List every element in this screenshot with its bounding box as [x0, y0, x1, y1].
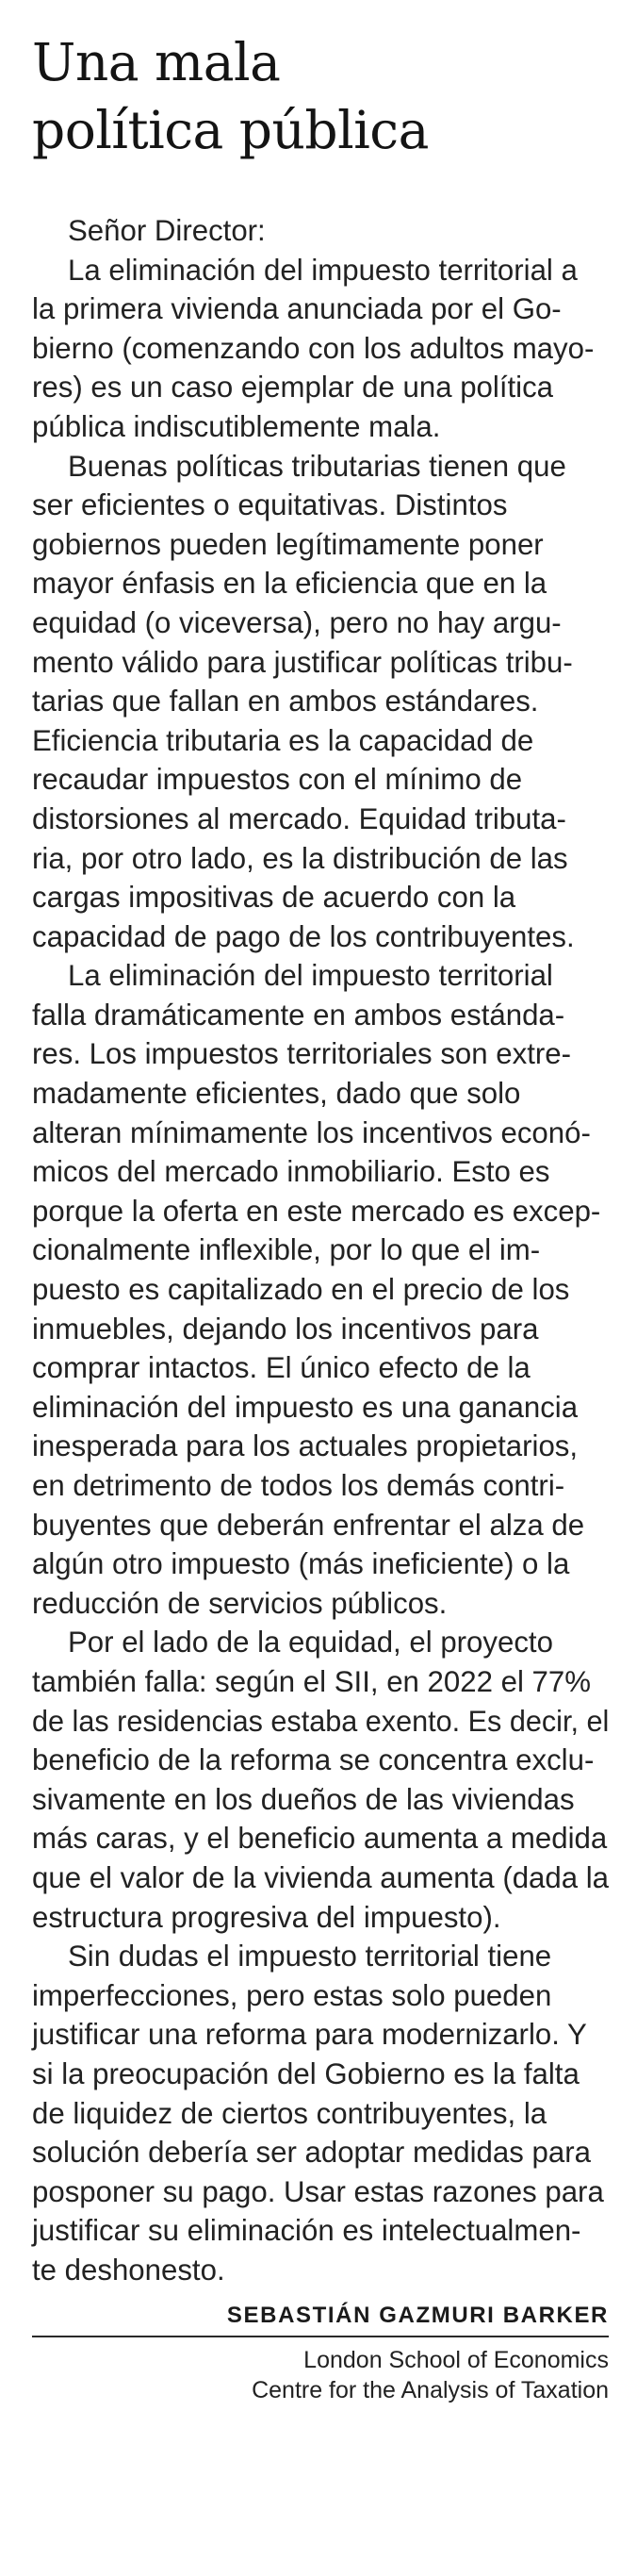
- author-signature: SEBASTIÁN GAZMURI BARKER: [32, 2303, 609, 2337]
- body-line: la primera vivienda anunciada por el Go-: [32, 292, 562, 326]
- body-line: cionalmente inflexible, por lo que el im-: [32, 1233, 541, 1267]
- body-line: mayor énfasis en la eficiencia que en la: [32, 567, 547, 601]
- letter-body: [32, 211, 609, 2289]
- body-line: falla dramáticamente en ambos estánda-: [32, 998, 565, 1032]
- body-line: recaudar impuestos con el mínimo de: [32, 763, 523, 797]
- body-line: madamente eficientes, dado que solo: [32, 1077, 521, 1111]
- body-line: ria, por otro lado, es la distribución de las: [32, 841, 568, 875]
- body-line: tarias que fallan en ambos estándares.: [32, 685, 539, 718]
- salutation: Señor Director:: [68, 214, 266, 247]
- body-line: beneficio de la reforma se concentra exclu-: [32, 1743, 595, 1777]
- body-line: res. Los impuestos territoriales son extre-: [32, 1037, 571, 1071]
- body-line: gobiernos pueden legítimamente poner: [32, 527, 544, 561]
- body-line: imperfecciones, pero estas solo pueden: [32, 1978, 552, 2012]
- article-title: [32, 28, 609, 164]
- body-line: más caras, y el beneficio aumenta a medida: [32, 1822, 608, 1856]
- body-line: equidad (o viceversa), pero no hay argu-: [32, 605, 562, 639]
- body-line: mento válido para justificar políticas tribu-: [32, 645, 573, 679]
- body-line: estructura progresiva del impuesto).: [32, 1900, 501, 1934]
- affiliation-line: Centre for the Analysis of Taxation: [252, 2377, 609, 2404]
- body-line: de las residencias estaba exento. Es decir, el: [32, 1704, 610, 1738]
- body-line: ser eficientes o equitativas. Distintos: [32, 488, 508, 522]
- body-line: algún otro impuesto (más ineficiente) o la: [32, 1547, 570, 1581]
- body-line: Por el lado de la equidad, el proyecto: [68, 1626, 553, 1660]
- body-line: reducción de servicios públicos.: [32, 1586, 448, 1620]
- body-line: La eliminación del impuesto territorial: [68, 959, 553, 993]
- body-line: res) es un caso ejemplar de una política: [32, 371, 554, 405]
- body-line: en detrimento de todos los demás contri-: [32, 1469, 565, 1502]
- body-line: justificar una reforma para modernizarlo. Y: [32, 2018, 587, 2052]
- body-line: justificar su eliminación es intelectualmen-: [32, 2214, 581, 2248]
- body-line: cargas impositivas de acuerdo con la: [32, 881, 516, 915]
- body-line: capacidad de pago de los contribuyentes.: [32, 919, 575, 953]
- body-line: eliminación del impuesto es una ganancia: [32, 1390, 579, 1424]
- body-line: sivamente en los dueños de las viviendas: [32, 1782, 575, 1816]
- body-line: Sin dudas el impuesto territorial tiene: [68, 1940, 552, 1973]
- affiliation-line: London School of Economics: [303, 2347, 609, 2374]
- body-line: de liquidez de ciertos contribuyentes, la: [32, 2096, 547, 2130]
- body-line: inesperada para los actuales propietarios,: [32, 1429, 579, 1463]
- body-line: Buenas políticas tributarias tienen que: [68, 449, 566, 483]
- body-line: buyentes que deberán enfrentar el alza de: [32, 1508, 585, 1542]
- body-line: La eliminación del impuesto territorial a: [68, 253, 578, 287]
- author-affiliation: [32, 2345, 609, 2405]
- body-line: solución debería ser adoptar medidas para: [32, 2136, 591, 2170]
- body-line: posponer su pago. Usar estas razones para: [32, 2174, 604, 2208]
- body-line: te deshonesto.: [32, 2253, 225, 2287]
- body-line: distorsiones al mercado. Equidad tributa-: [32, 801, 566, 835]
- body-line: micos del mercado inmobiliario. Esto es: [32, 1155, 550, 1189]
- body-line: bierno (comenzando con los adultos mayo-: [32, 331, 595, 365]
- title-line: política pública: [32, 100, 429, 160]
- body-line: Eficiencia tributaria es la capacidad de: [32, 723, 534, 757]
- body-line: alteran mínimamente los incentivos econó-: [32, 1115, 591, 1149]
- body-line: si la preocupación del Gobierno es la falta: [32, 2056, 580, 2090]
- body-line: que el valor de la vivienda aumenta (dada la: [32, 1860, 610, 1894]
- body-line: también falla: según el SII, en 2022 el 77%: [32, 1664, 591, 1698]
- body-line: puesto es capitalizado en el precio de los: [32, 1273, 570, 1307]
- body-line: pública indiscutiblemente mala.: [32, 409, 441, 443]
- title-line: Una mala: [32, 32, 281, 92]
- body-line: porque la oferta en este mercado es excep-: [32, 1194, 601, 1228]
- body-line: inmuebles, dejando los incentivos para: [32, 1312, 539, 1346]
- body-line: comprar intactos. El único efecto de la: [32, 1351, 531, 1385]
